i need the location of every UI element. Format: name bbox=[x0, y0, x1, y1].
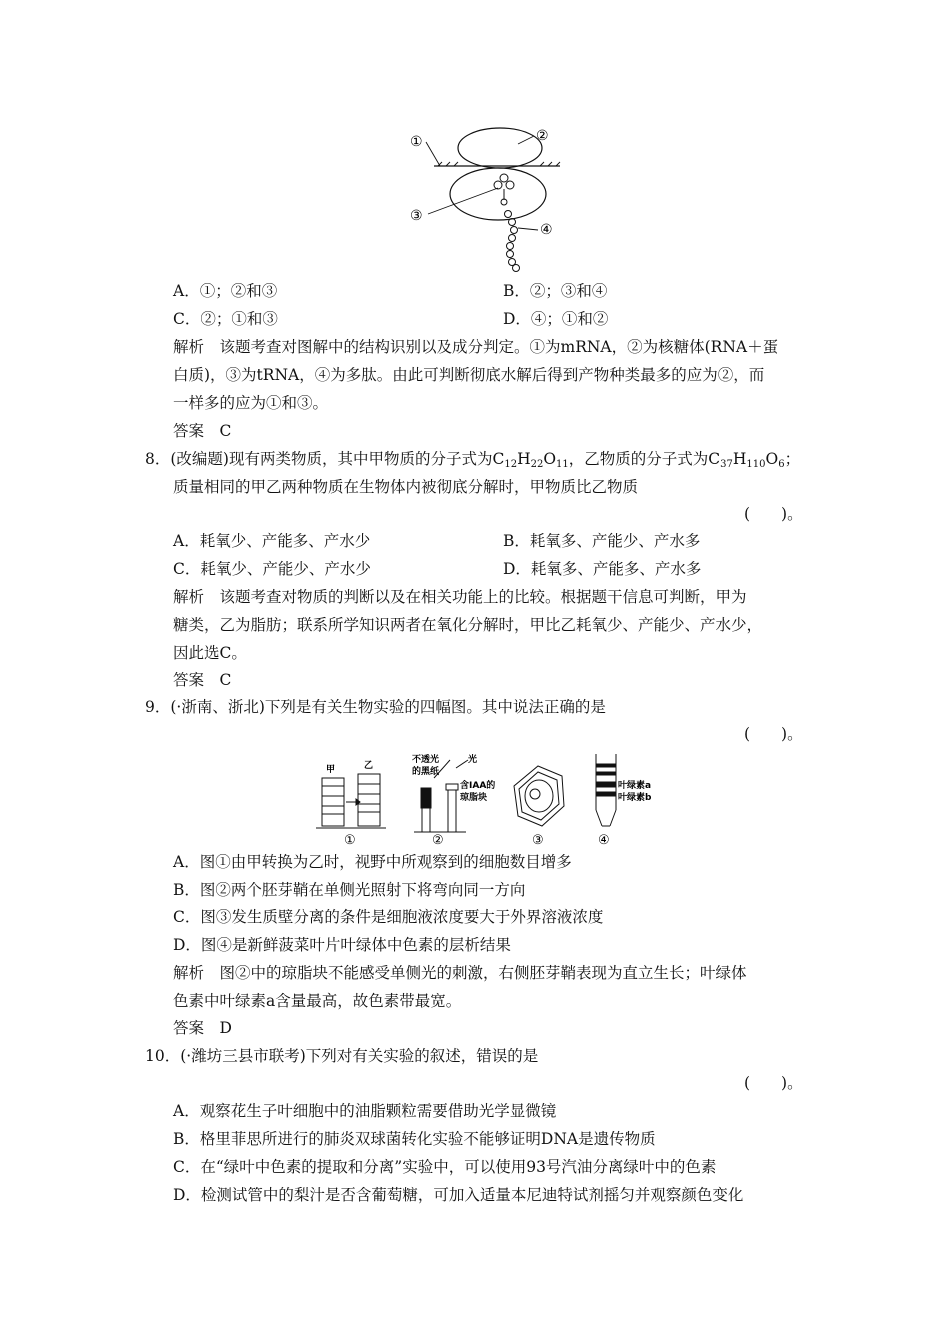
q9-analysis-line-2: 色素中叶绿素a含量最高，故色素带最宽。 bbox=[173, 992, 462, 1010]
fig-agar-line-1: 含IAA的 bbox=[460, 781, 496, 791]
q7-option-c: C．②；①和③ bbox=[173, 310, 278, 328]
fig-yi-label: 乙 bbox=[364, 761, 374, 771]
q7-answer: 答案 C bbox=[173, 422, 232, 440]
fig-light-label: 光 bbox=[468, 755, 478, 765]
q8-option-a: A．耗氧少、产能多、产水少 bbox=[173, 532, 371, 550]
ribosome-large-subunit bbox=[450, 168, 546, 220]
trna-shape bbox=[494, 174, 514, 205]
microscope-objectives bbox=[316, 774, 386, 828]
fig1-label-1: ① bbox=[410, 134, 423, 150]
q7-analysis-line-3: 一样多的应为①和③。 bbox=[173, 394, 329, 412]
fig-num-2: ② bbox=[432, 833, 444, 848]
q7-analysis-line-1: 解析 该题考查对图解中的结构识别以及成分判定。①为mRNA，②为核糖体(RNA＋蛋 bbox=[173, 338, 779, 356]
fig1-label-4: ④ bbox=[540, 222, 553, 238]
q9-option-b: B．图②两个胚芽鞘在单侧光照射下将弯向同一方向 bbox=[173, 881, 526, 899]
experiment-figures bbox=[316, 752, 652, 850]
q7-analysis-line-2: 白质)，③为tRNA，④为多肽。由此可判断彻底水解后得到产物种类最多的应为②，而 bbox=[173, 366, 765, 384]
plant-cell bbox=[514, 766, 564, 826]
q7-option-d: D．④；①和② bbox=[503, 310, 609, 328]
q8-answer-parens: ( )。 bbox=[744, 505, 803, 523]
fig-agar-line-2: 琼脂块 bbox=[460, 793, 488, 803]
q8-option-d: D．耗氧多、产能多、产水多 bbox=[503, 560, 702, 578]
q8-option-b: B．耗氧多、产能少、产水多 bbox=[503, 532, 701, 550]
q9-option-d: D．图④是新鲜菠菜叶片叶绿体中色素的层析结果 bbox=[173, 936, 511, 954]
q10-option-d: D．检测试管中的梨汁是否含葡萄糖，可加入适量本尼迪特试剂摇匀并观察颜色变化 bbox=[173, 1186, 744, 1204]
q9-analysis-line-1: 解析 图②中的琼脂块不能感受单侧光的刺激，右侧胚芽鞘表现为直立生长；叶绿体 bbox=[173, 964, 747, 982]
q8-stem-line-1: 8．(改编题)现有两类物质，其中甲物质的分子式为$C_{12}H_{22}O_{11}$，乙物质的分子式为$C_{37}H_{110}O_6$； bbox=[145, 450, 801, 470]
fig-chl-a-label: 叶绿素a bbox=[618, 781, 652, 791]
q9-answer-parens: ( )。 bbox=[744, 725, 803, 743]
ribosome-small-subunit bbox=[458, 128, 542, 168]
fig-dark-paper-line-2: 的黑纸 bbox=[412, 767, 440, 777]
q8-analysis-line-3: 因此选C。 bbox=[173, 644, 247, 662]
q8-stem-line-2: 质量相同的甲乙两种物质在生物体内被彻底分解时，甲物质比乙物质 bbox=[173, 478, 639, 496]
q8-analysis-line-1: 解析 该题考查对物质的判断以及在相关功能上的比较。根据题干信息可判断，甲为 bbox=[173, 588, 747, 606]
q7-option-b: B．②；③和④ bbox=[503, 282, 608, 300]
q10-option-a: A．观察花生子叶细胞中的油脂颗粒需要借助光学显微镜 bbox=[173, 1102, 557, 1120]
q8-answer: 答案 C bbox=[173, 671, 232, 689]
fig1-label-3: ③ bbox=[410, 208, 423, 224]
fig-jia-label: 甲 bbox=[326, 765, 336, 775]
fig-chl-b-label: 叶绿素b bbox=[618, 793, 652, 803]
q10-option-c: C．在“绿叶中色素的提取和分离”实验中，可以使用93号汽油分离绿叶中的色素 bbox=[173, 1158, 717, 1176]
q7-option-a: A．①；②和③ bbox=[173, 282, 278, 300]
q8-option-c: C．耗氧少、产能少、产水少 bbox=[173, 560, 371, 578]
fig-num-4: ④ bbox=[598, 833, 610, 848]
q10-option-b: B．格里菲思所进行的肺炎双球菌转化实验不能够证明DNA是遗传物质 bbox=[173, 1130, 656, 1148]
chromatography-strip bbox=[596, 754, 616, 826]
fig-num-3: ③ bbox=[532, 833, 544, 848]
fig-num-1: ① bbox=[344, 833, 356, 848]
q10-stem: 10．(·潍坊三县市联考)下列对有关实验的叙述，错误的是 bbox=[145, 1047, 539, 1065]
fig-dark-paper-line-1: 不透光 bbox=[412, 755, 440, 765]
q8-analysis-line-2: 糖类，乙为脂肪；联系所学知识两者在氧化分解时，甲比乙耗氧少、产能少、产水少， bbox=[173, 616, 763, 634]
q9-stem: 9．(·浙南、浙北)下列是有关生物实验的四幅图。其中说法正确的是 bbox=[145, 698, 606, 716]
q9-option-a: A．图①由甲转换为乙时，视野中所观察到的细胞数目增多 bbox=[173, 853, 572, 871]
fig1-label-2: ② bbox=[536, 128, 549, 144]
q9-option-c: C．图③发生质壁分离的条件是细胞液浓度要大于外界溶液浓度 bbox=[173, 908, 604, 926]
q10-answer-parens: ( )。 bbox=[744, 1074, 803, 1092]
ribosome-diagram bbox=[400, 122, 580, 278]
q9-answer: 答案 D bbox=[173, 1019, 232, 1037]
